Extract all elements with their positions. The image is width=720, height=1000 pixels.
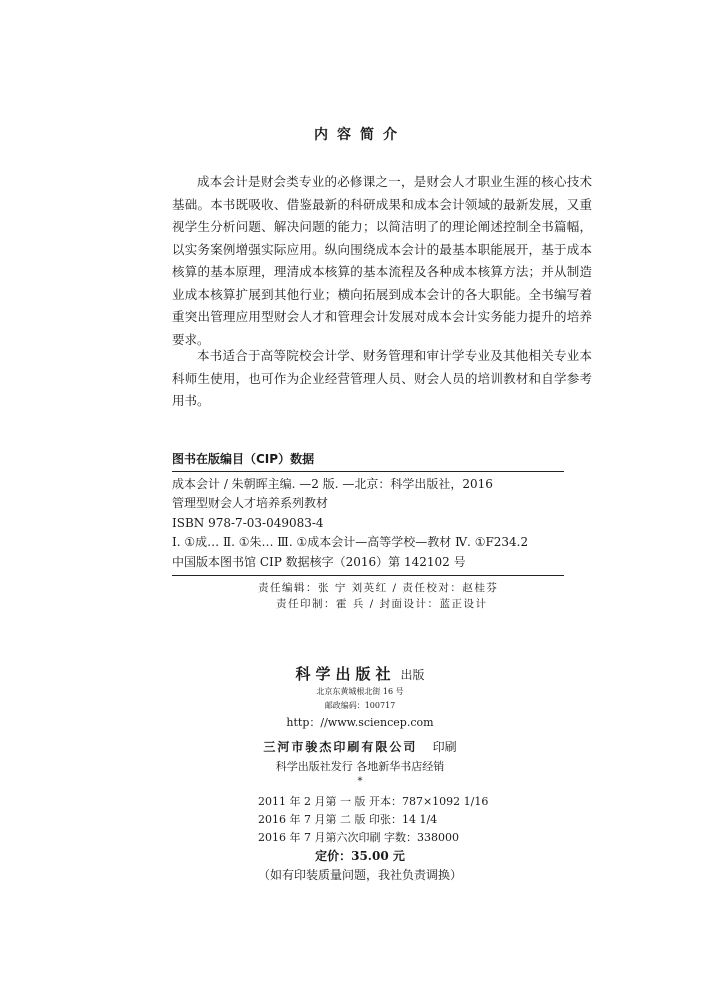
cip-header: 图书在版编目（CIP）数据 [172,452,315,466]
production-credits: 责任印制：霍 兵 / 封面设计：蓝正设计 [276,598,488,610]
editor-credits: 责任编辑：张 宁 刘英红 / 责任校对：赵桂芬 [258,582,499,594]
summary-paragraph-2 [172,345,592,413]
cip-line-title: 成本会计 / 朱朝晖主编. —2 版. —北京：科学出版社，2016 [172,477,493,491]
publisher-line [0,663,720,684]
cip-line-isbn: ISBN 978-7-03-049083-4 [172,515,324,530]
cip-top-rule [172,471,564,472]
cip-data-block [172,475,572,572]
distribution-line: 科学出版社发行 各地新华书店经销 [275,760,445,773]
paragraph-text: 本书适合于高等院校会计学、财务管理和审计学专业及其他相关专业本科师生使用，也可作为企业经营管理人员、财会人员的培训教材和自学参考用书。 [172,348,592,408]
cip-line-classification: Ⅰ. ①成… Ⅱ. ①朱… Ⅲ. ①成本会计—高等学校—教材 Ⅳ. ①F234.2 [172,535,529,550]
publisher-suffix: 出版 [400,668,425,682]
paragraph-text: 成本会计是财会类专业的必修课之一，是财会人才职业生涯的核心技术基础。本书既吸收、借鉴最新的科研成果和成本会计领域的最新发展，又重视学生分析问题、解决问题的能力；以简洁明了的理论阐述控制全书篇幅，以实务案例增强实际应用。纵向围绕成本会计的最基本职能展开，基于成本核算的基本原理，理清成本核算的基本流程及各种成本核算方法；并从制造业成本核算扩展到其他行业；横向拓展到成本会计的各大职能。全书编写着重突出管理应用型财会人才和管理会计发展对成本会计实务能力提升的培养要求。 [172,174,592,347]
edition-line: 2016 年 7 月第六次印刷 字数：338000 [258,831,459,844]
summary-paragraph-1 [172,171,592,351]
printer-name: 三河市骏杰印刷有限公司 [263,740,418,754]
summary-title: 内容简介 [314,127,406,143]
publisher-name: 科学出版社 [295,665,396,683]
edition-line: 2016 年 7 月第 二 版 印张：14 1/4 [258,813,438,826]
separator-asterisk: * [357,776,363,787]
publisher-address: 北京东黄城根北街 16 号 [316,687,404,696]
cip-bottom-rule [172,575,564,576]
printer-suffix: 印刷 [432,740,457,754]
quality-notice: （如有印装质量问题，我社负责调换） [257,868,462,882]
edition-line: 2011 年 2 月第 一 版 开本：787×1092 1/16 [258,795,489,808]
cip-line-series: 管理型财会人才培养系列教材 [172,496,329,511]
cip-line-record-number: 中国版本图书馆 CIP 数据核字（2016）第 142102 号 [172,554,466,569]
printer-line [0,736,720,755]
publisher-postcode: 邮政编码：100717 [324,701,396,710]
publisher-website: http：//www.sciencep.com [286,716,434,729]
price: 定价：35.00 元 [315,849,405,863]
